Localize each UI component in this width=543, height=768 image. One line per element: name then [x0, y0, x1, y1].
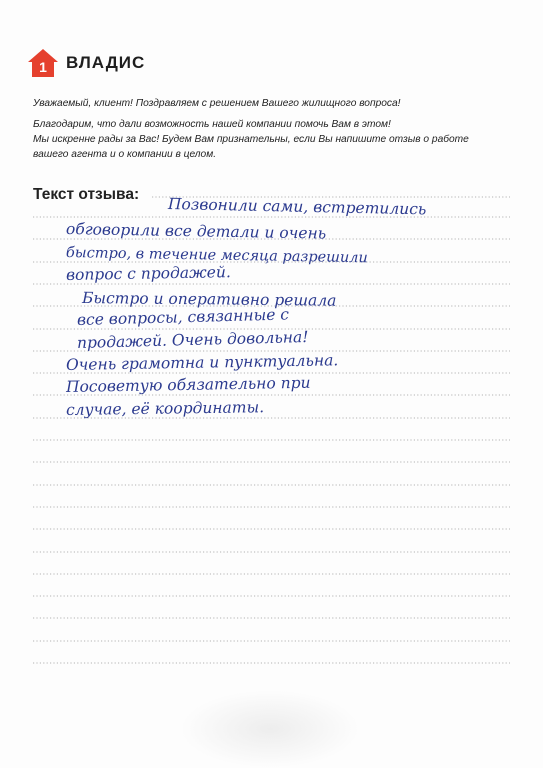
- handwriting-line: вопрос с продажей.: [65, 263, 231, 284]
- svg-text:1: 1: [39, 59, 47, 75]
- handwriting-line: быстро, в течение месяца разрешили: [65, 245, 368, 267]
- request-line-continued: вашего агента и о компании в целом.: [33, 149, 217, 160]
- handwriting-line: Посоветую обязательно при: [65, 373, 311, 396]
- handwriting-line: Быстро и оперативно решала: [81, 289, 337, 310]
- handwriting-line: Позвонили сами, встретились: [167, 195, 427, 219]
- request-line: Мы искренне рады за Вас! Будем Вам признательны, если Вы напишите отзыв о работе: [33, 134, 469, 145]
- handwriting-line: случае, её координаты.: [65, 398, 265, 419]
- brand-name: ВЛАДИС: [66, 53, 146, 72]
- handwriting-line: продажей. Очень довольна!: [76, 327, 309, 352]
- scan-shadow: [180, 690, 360, 768]
- review-label: Текст отзыва:: [33, 186, 140, 203]
- handwriting-line: Очень грамотна и пунктуальна.: [65, 351, 339, 374]
- handwriting-line: все вопросы, связанные с: [76, 305, 290, 329]
- thanks-line: Благодарим, что дали возможность нашей компании помочь Вам в этом!: [33, 119, 391, 130]
- greeting-line: Уважаемый, клиент! Поздравляем с решением Вашего жилищного вопроса!: [33, 98, 401, 109]
- handwriting-line: обговорили все детали и очень: [65, 220, 327, 243]
